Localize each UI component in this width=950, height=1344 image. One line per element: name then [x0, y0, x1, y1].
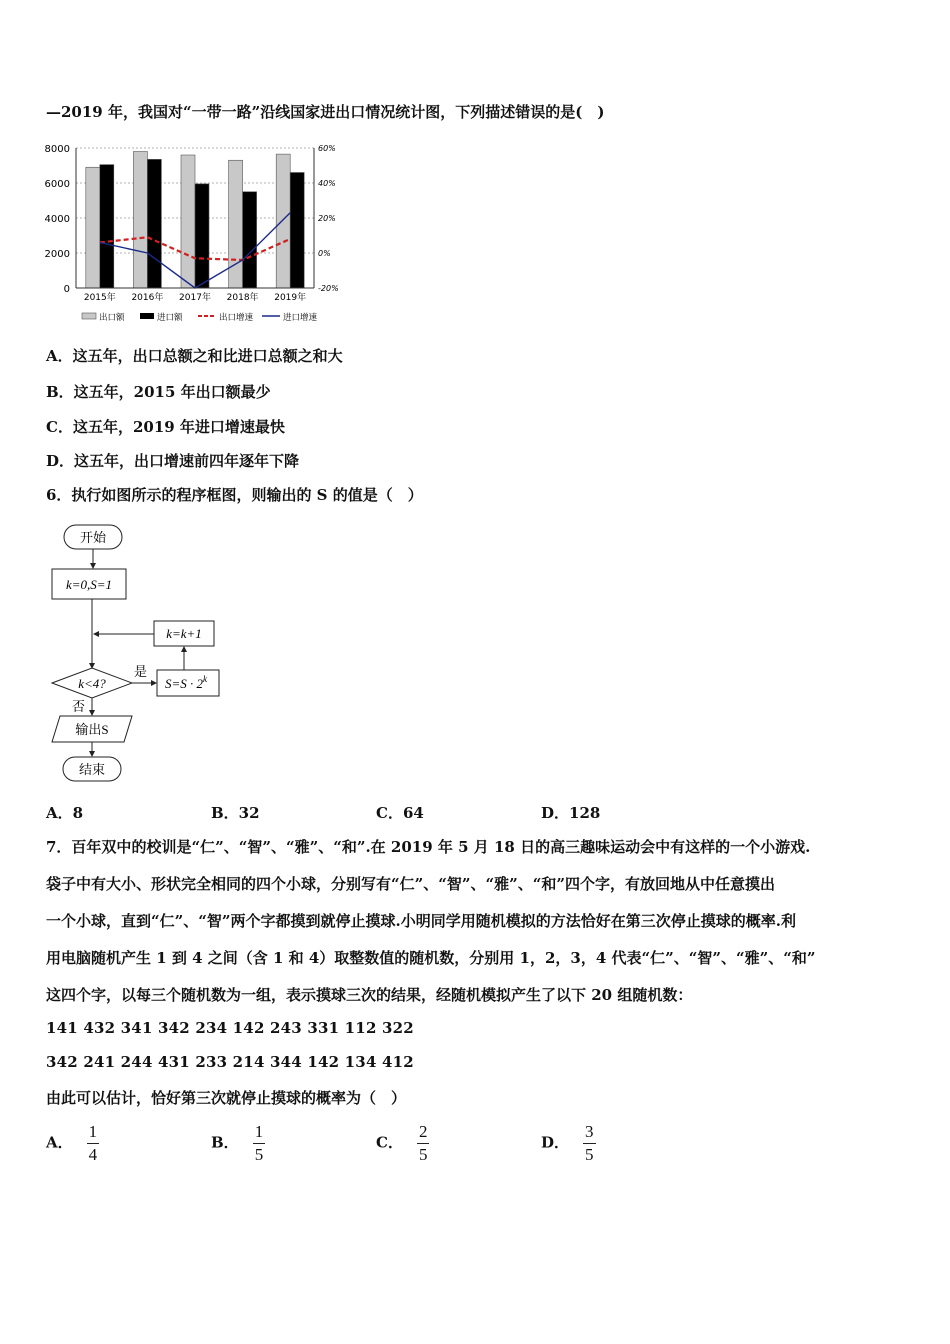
q7-question: 由此可以估计，恰好第三次就停止摸球的概率为（ ） [46, 1089, 407, 1107]
q7-line-3: 一个小球，直到“仁”、“智”两个字都摸到就停止摸球.小明同学用随机模拟的方法恰好在第三次停止摸球的概率.利 [46, 912, 796, 930]
q7-line-4: 用电脑随机产生 1 到 4 之间（含 1 和 4）取整数值的随机数，分别用 1，2，3，4 代表“仁”、“智”、“雅”、“和” [46, 949, 816, 967]
y-right-tick-label: 20% [318, 214, 336, 223]
q6-option-b: B．32 [211, 804, 260, 822]
y-left-tick-label: 6000 [44, 179, 70, 190]
flow-output-text: 输出S [75, 722, 109, 737]
q7-line-1: 7．百年双中的校训是“仁”、“智”、“雅”、“和”.在 2019 年 5 月 18 日的高三趣味运动会中有这样的一个小游戏. [46, 838, 811, 856]
q7-option-b-den: 5 [254, 1145, 264, 1164]
legend-label: 出口额 [99, 313, 125, 323]
q5-option-a: A．这五年，出口总额之和比进口总额之和大 [46, 347, 343, 365]
q7-option-a-num: 1 [87, 1121, 100, 1144]
y-right-tick-label: 40% [318, 179, 336, 188]
q7-option-a-den: 4 [88, 1145, 98, 1164]
legend-label: 进口额 [157, 313, 183, 323]
q6-stem: 6．执行如图所示的程序框图，则输出的 S 的值是（ ） [46, 486, 423, 504]
y-right-tick-label: 60% [318, 144, 336, 153]
chart-axis-left [45, 144, 314, 295]
legend-label: 进口增速 [283, 313, 318, 323]
y-left-tick-label: 0 [63, 284, 70, 295]
flow-update-s-text: $S=S \cdot 2^k$ [164, 674, 208, 691]
legend-swatch-import [140, 313, 154, 319]
q7-line-2: 袋子中有大小、形状完全相同的四个小球，分别写有“仁”、“智”、“雅”、“和”四个字，有放回地从中任意摸出 [46, 875, 776, 893]
q7-option-c-den: 5 [418, 1145, 428, 1164]
y-right-tick-label: -20% [318, 284, 339, 293]
bar-import [147, 159, 161, 288]
bar-import [195, 184, 209, 288]
bar-import [290, 173, 304, 289]
x-tick-label: 2017年 [179, 293, 211, 303]
bar-export [133, 152, 147, 289]
chart-bars [86, 152, 304, 289]
q7-option-c [376, 1121, 429, 1166]
legend-swatch-export [82, 313, 96, 319]
chart-axis-right [314, 144, 339, 293]
x-tick-label: 2018年 [226, 293, 259, 303]
q7-option-d-den: 5 [585, 1145, 594, 1164]
q7-option-a-label: A． [46, 1133, 73, 1152]
bar-import [100, 165, 114, 288]
x-tick-label: 2015年 [83, 293, 116, 303]
y-right-tick-label: 0% [318, 249, 331, 258]
q7-random-numbers-row-2: 342 241 244 431 233 214 344 142 134 412 [46, 1053, 414, 1071]
q7-random-numbers-row-1: 141 432 341 342 234 142 243 331 112 322 [46, 1019, 414, 1037]
q7-option-c-num: 2 [417, 1121, 430, 1144]
q7-option-b-label: B． [211, 1133, 239, 1152]
y-left-tick-label: 4000 [44, 214, 70, 225]
y-left-tick-label: 8000 [44, 144, 70, 155]
q7-option-c-label: C． [376, 1133, 403, 1152]
q7-option-d [541, 1121, 596, 1166]
q7-line-5: 这四个字，以每三个随机数为一组，表示摸球三次的结果，经随机模拟产生了以下 20 组随机数： [46, 986, 693, 1004]
bar-export [86, 167, 100, 288]
q5-stem: —2019 年，我国对“一带一路”沿线国家进出口情况统计图，下列描述错误的是( ) [46, 103, 605, 121]
q5-option-c: C．这五年，2019 年进口增速最快 [46, 418, 285, 436]
flowchart [46, 518, 236, 788]
trade-chart [40, 138, 350, 330]
q5-option-d: D．这五年，出口增速前四年逐年下降 [46, 452, 300, 470]
bar-import [243, 192, 257, 288]
flow-no-label: 否 [72, 699, 86, 714]
x-tick-label: 2019年 [274, 293, 307, 303]
flow-decision-text: k<4? [78, 676, 106, 691]
chart-legend [82, 312, 318, 323]
q5-option-b: B．这五年，2015 年出口额最少 [46, 383, 271, 401]
q6-option-a: A．8 [46, 804, 84, 822]
bar-export [276, 154, 290, 288]
q7-option-b-num: 1 [253, 1121, 266, 1144]
q7-option-b [211, 1121, 265, 1166]
flow-start-text: 开始 [79, 530, 107, 545]
flow-end-text: 结束 [78, 762, 106, 777]
q6-option-c: C．64 [376, 804, 424, 822]
flow-yes-label: 是 [134, 664, 148, 679]
q7-option-d-label: D． [541, 1133, 570, 1152]
flow-init-text: k=0,S=1 [65, 577, 113, 592]
q7-option-d-num: 3 [583, 1121, 596, 1144]
bar-export [229, 160, 243, 288]
bar-export [181, 155, 195, 288]
q7-option-a [46, 1121, 99, 1166]
legend-label: 出口增速 [219, 313, 254, 323]
q6-option-d: D．128 [541, 804, 601, 822]
y-left-tick-label: 2000 [44, 249, 70, 260]
x-tick-label: 2016年 [131, 293, 164, 303]
chart-x-labels [84, 291, 306, 303]
flow-update-k-text: k=k+1 [166, 626, 202, 641]
